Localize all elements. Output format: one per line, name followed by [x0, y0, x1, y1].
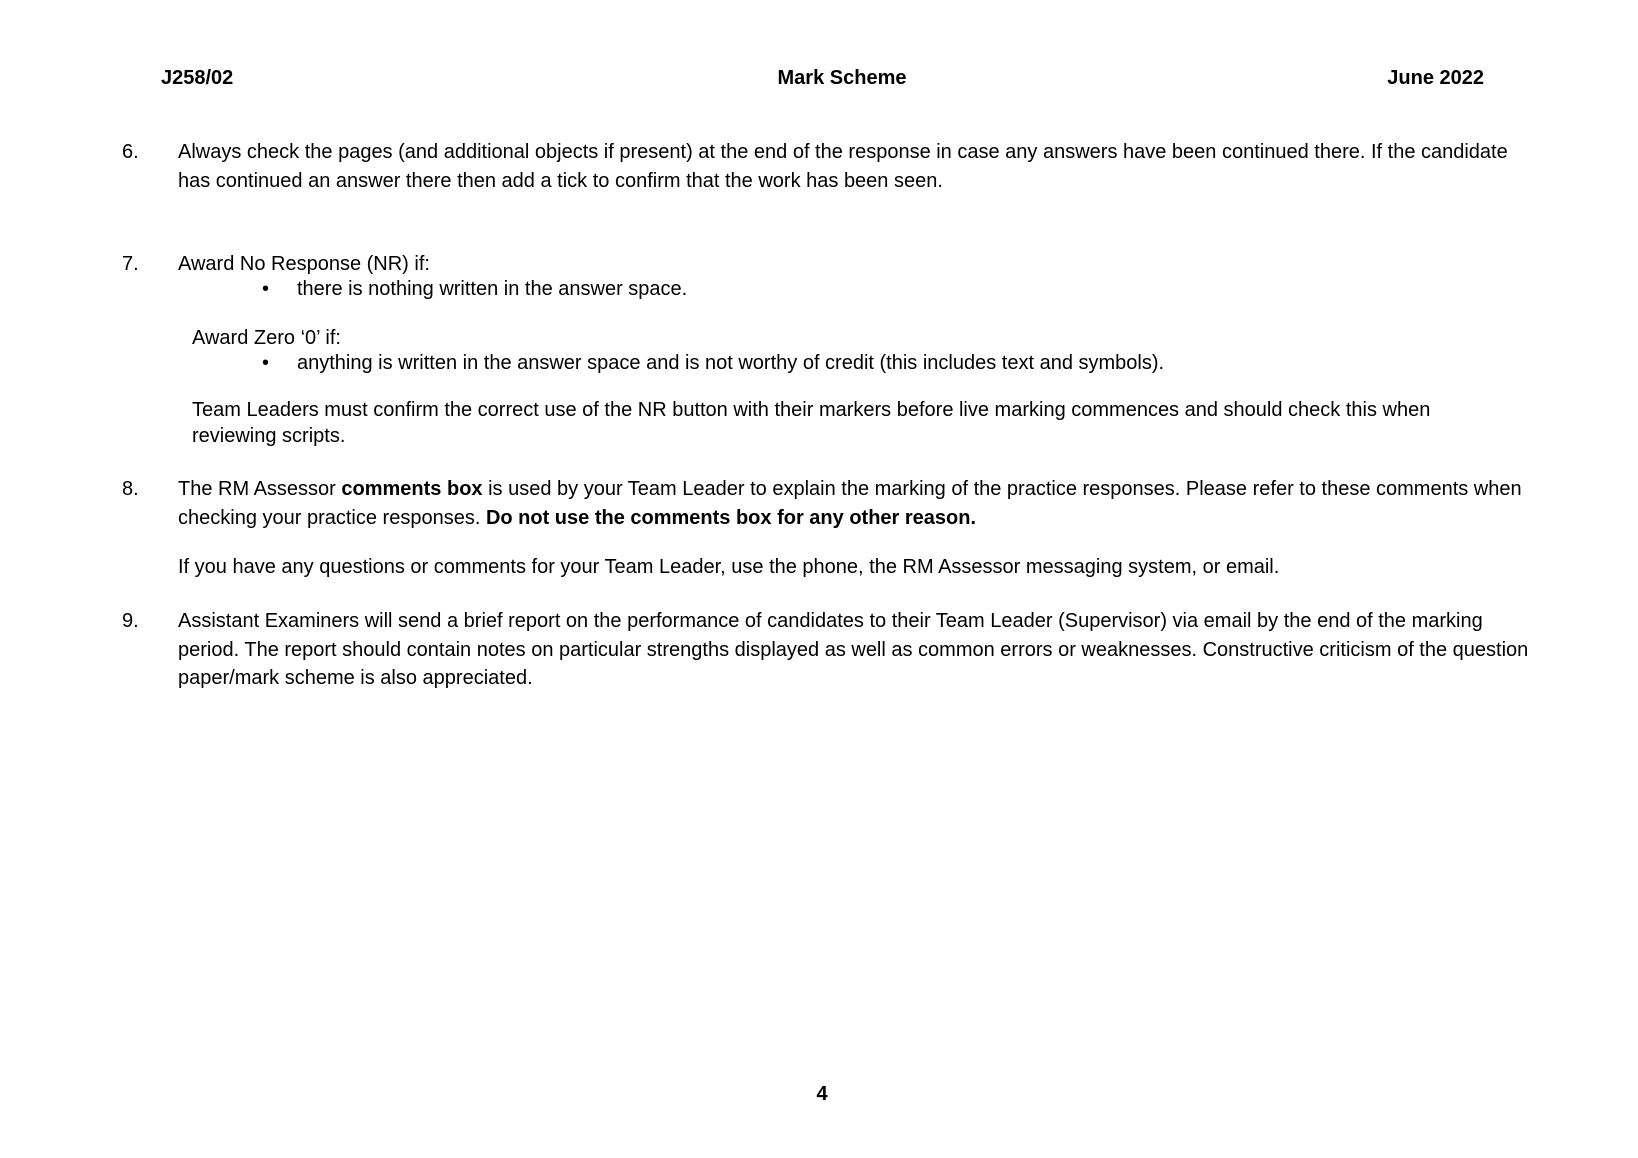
item-text: Award No Response (NR) if:: [178, 253, 430, 275]
instruction-item-8: [122, 475, 1542, 535]
paper-code: J258/02: [161, 67, 234, 89]
item-number: 8.: [122, 478, 139, 500]
item-number: 6.: [122, 141, 139, 163]
zero-heading: Award Zero ‘0’ if:: [192, 327, 341, 349]
nr-bullet: [262, 276, 1542, 302]
item-text: [178, 475, 1542, 532]
item-text-part: The RM Assessor: [178, 478, 342, 500]
instruction-item-7: [122, 250, 1542, 278]
document-title: Mark Scheme: [777, 67, 907, 89]
item-8-followup: If you have any questions or comments for your Team Leader, use the phone, the RM Assessor messaging system, or email.: [178, 556, 1280, 578]
exam-date: June 2022: [1387, 67, 1484, 89]
item-text-bold: Do not use the comments box for any other reason.: [485, 506, 977, 529]
instruction-item-9: [122, 607, 1542, 697]
bullet-text: there is nothing written in the answer space.: [297, 278, 688, 300]
item-text: Always check the pages (and additional objects if present) at the end of the response in case any answers have been continued there. If the candidate has continued an answer there then add a tick to confirm that the work has been seen.: [178, 141, 1508, 192]
item-number: 7.: [122, 253, 139, 275]
bullet-glyph: •: [262, 278, 270, 300]
bullet-glyph: •: [262, 352, 270, 374]
team-leader-note: Team Leaders must confirm the correct use of the NR button with their markers before live marking commences and should check this when reviewing scripts.: [192, 399, 1431, 447]
item-text-part: is used by your Team Leader to explain the marking of the practice responses. Please refer to these comments when checking your practice responses.: [178, 478, 1522, 529]
item-number: 9.: [122, 610, 139, 632]
page-header: [0, 67, 1638, 93]
page-number: 4: [816, 1083, 828, 1105]
item-text-bold: comments box: [341, 478, 483, 500]
instruction-item-6: [122, 138, 1542, 198]
item-text: Assistant Examiners will send a brief report on the performance of candidates to their Team Leader (Supervisor) via email by the end of the marking period. The report should contain notes on particular strengths displayed as well as common errors or weaknesses. Constructive criticism of the question paper/mark scheme is also appreciated.: [178, 610, 1529, 689]
zero-bullet: [262, 350, 1542, 376]
bullet-text: anything is written in the answer space and is not worthy of credit (this includes text and symbols).: [297, 352, 1165, 374]
